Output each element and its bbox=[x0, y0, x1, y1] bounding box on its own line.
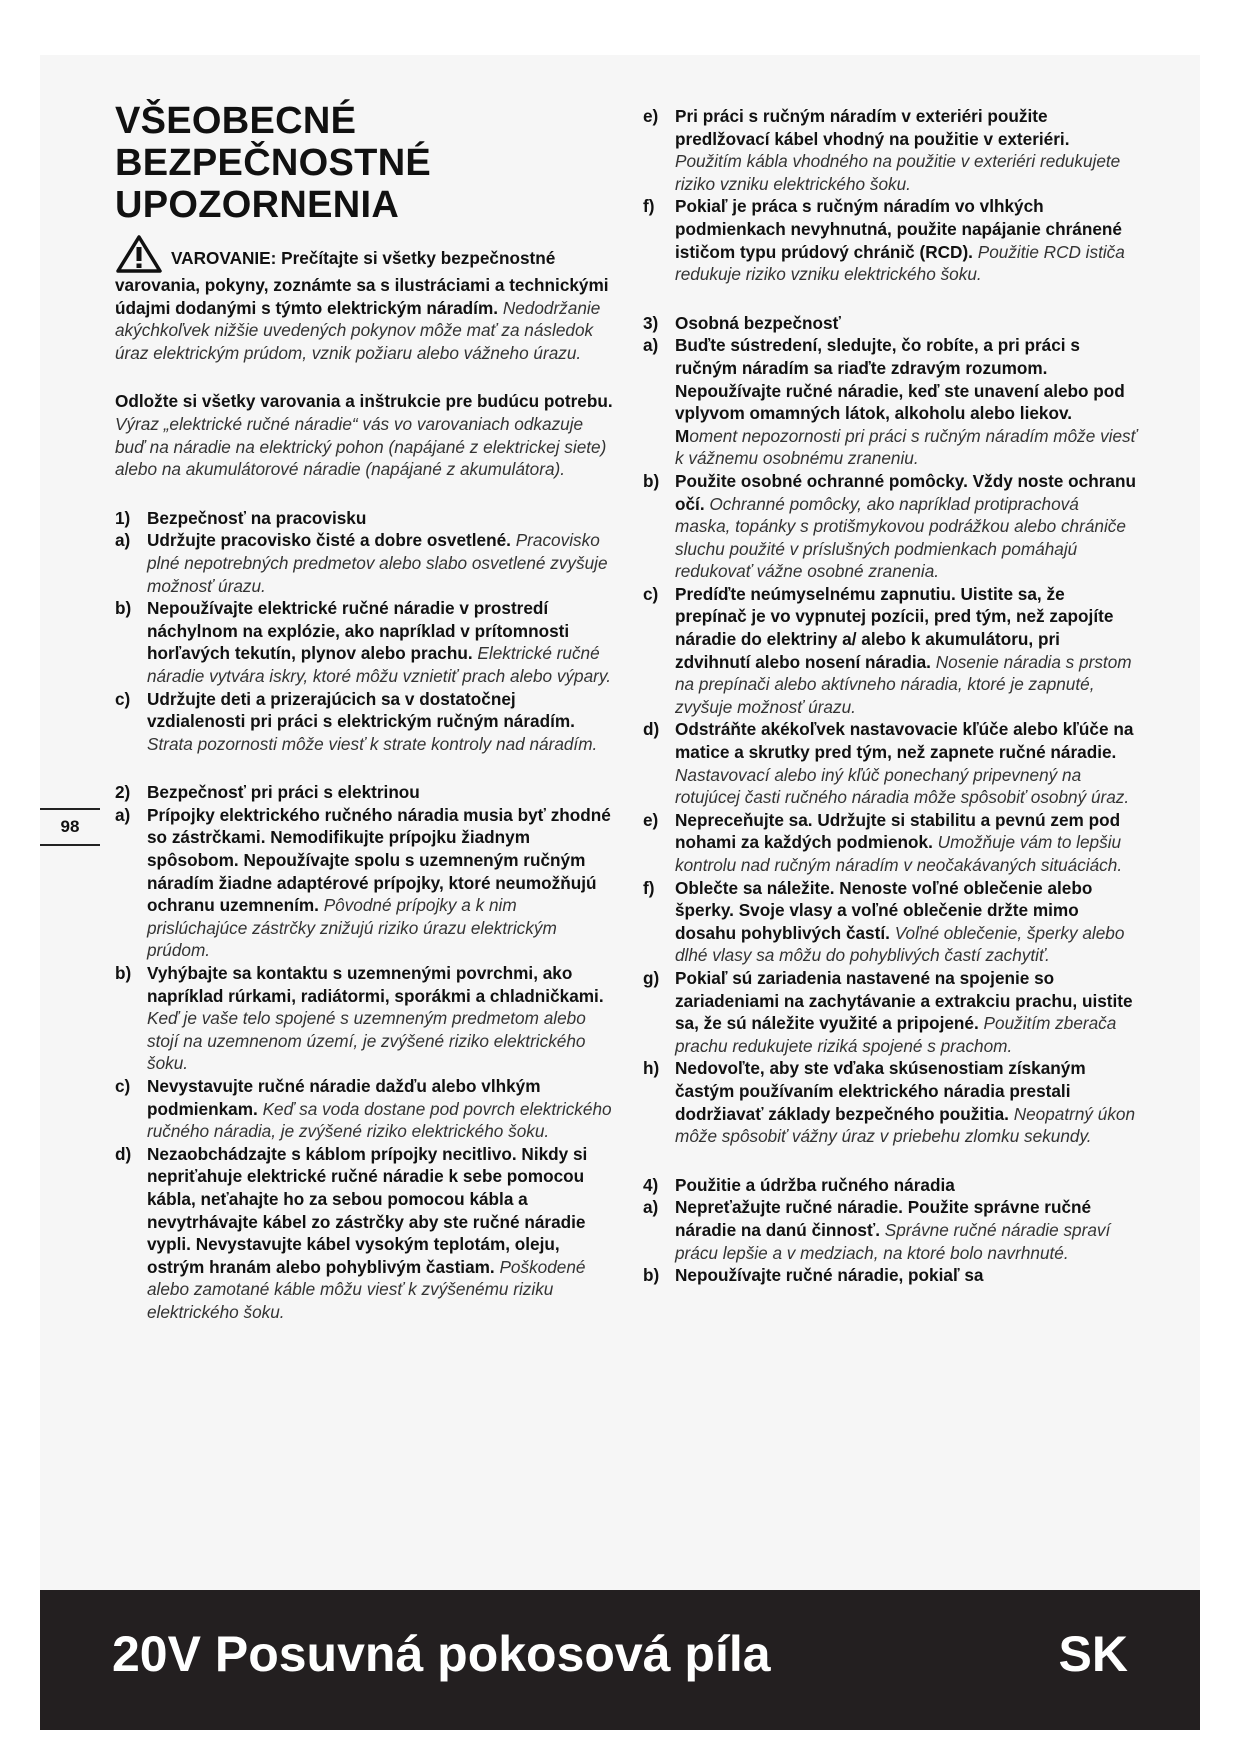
section-1-item-c: c) Udržujte deti a prizerajúcich sa v dostatočnej vzdialenosti pri práci s elektrickým ručným náradím. Strata pozornosti môže viesť k strate kontroly nad náradím. bbox=[115, 688, 598, 754]
footer-banner bbox=[40, 1590, 1200, 1730]
section-3-item-g: g) Pokiaľ sú zariadenia nastavené na spojenie so zariadeniami na zachytávanie a extrakciu prachu, uistite sa, že sú náležite využité a pripojené. Použitím zberača prachu redukujete riziká spojené s prachom. bbox=[643, 967, 1133, 1056]
product-title: 20V Posuvná pokosová píla bbox=[112, 1626, 771, 1682]
section-2-title: 2) Bezpečnosť pri práci s elektrinou bbox=[115, 782, 420, 803]
section-2-item-c: c) Nevystavujte ručné náradie dažďu alebo vlhkým podmienkam. Keď sa voda dostane pod povrch elektrického ručného náradia, je zvýšené riziko elektrického šoku. bbox=[115, 1076, 612, 1142]
section-3-item-c: c) Predíďte neúmyselnému zapnutiu. Uistite sa, že prepínač je vo vypnutej pozícii, pred tým, než zapojíte náradie do elektriny a/ alebo k akumulátoru, pri zdvihnutí alebo nosení náradia. Nosenie náradia s prstom na prepínači alebo aktívneho náradia, ktoré je zapnuté, zvyšuje možnosť úrazu. bbox=[643, 583, 1132, 717]
section-1-title: 1) Bezpečnosť na pracovisku bbox=[115, 507, 367, 528]
warning-italic-text: Nedodržanie akýchkoľvek nižšie uvedených pokynov môže mať za následok úraz elektrickým prúdom, vznik požiaru alebo vážneho úrazu. bbox=[115, 297, 601, 363]
section-1-item-b: b) Nepoužívajte elektrické ručné náradie v prostredí náchylnom na explózie, ako napríklad v prítomnosti horľavých tekutín, plynov alebo prachu. Elektrické ručné náradie vytvára iskry, ktoré môžu vznietiť prach alebo výpary. bbox=[115, 598, 611, 686]
section-2-item-f: f) Pokiaľ je práca s ručným náradím vo vlhkých podmienkach nevyhnutná, použite napájanie chránené ističom typu prúdový chránič (RCD). Použitie RCD ističa redukuje riziko vzniku elektrického šoku. bbox=[643, 196, 1125, 285]
warning-triangle-icon bbox=[115, 234, 163, 274]
keep-italic-text: Výraz „elektrické ručné náradie“ vás vo varovaniach odkazuje buď na náradie na elektrický pohon (napájané z elektrickej siete) alebo na akumulátorové náradie (napájané z akumulátora). bbox=[115, 413, 607, 480]
page-heading bbox=[115, 100, 615, 226]
keep-bold-text: Odložte si všetky varovania a inštrukcie pre budúcu potrebu. bbox=[115, 391, 613, 412]
warning-bold-text: VAROVANIE: Prečítajte si všetky bezpečnostné varovania, pokyny, zoznámte sa s ilustráciami a technickými údajmi dodanými s týmto elektrickým náradím. bbox=[115, 248, 609, 318]
section-4-item-b: b) Nepoužívajte ručné náradie, pokiaľ sa bbox=[643, 1265, 984, 1286]
section-3-title: 3) Osobná bezpečnosť bbox=[643, 312, 841, 333]
heading-line-1: VŠEOBECNÉ bbox=[115, 100, 357, 142]
section-3-item-e: e) Nepreceňujte sa. Udržujte si stabilitu a pevnú zem pod nohami za každých podmienok. Umožňuje vám to lepšiu kontrolu nad ručným náradím v neočakávaných situáciách. bbox=[643, 809, 1123, 875]
section-2-item-a: a) Prípojky elektrického ručného náradia musia byť zhodné so zástrčkami. Nemodifikujte prípojku žiadnym spôsobom. Nepoužívajte spolu s uzemneným ručným náradím žiadne adaptérové prípojky, ktoré neumožňujú ochranu uzemnením. Pôvodné prípojky a k nim prislúchajúce zástrčky znižujú riziko úrazu elektrickým prúdom. bbox=[115, 804, 611, 961]
section-2-item-e: e) Pri práci s ručným náradím v exteriéri použite predlžovací kábel vhodný na použitie v exteriéri. Použitím kábla vhodného na použitie v exteriéri redukujete riziko vzniku elektrického šoku. bbox=[643, 106, 1121, 194]
section-2-item-b: b) Vyhýbajte sa kontaktu s uzemnenými povrchmi, ako napríklad rúrkami, radiátormi, sporákmi a chladničkami. Keď je vaše telo spojené s uzemneným predmetom alebo stojí na uzemnenom území, je zvýšené riziko elektrického šoku. bbox=[115, 963, 604, 1074]
right-column bbox=[643, 105, 1138, 1287]
section-3-item-f: f) Oblečte sa náležite. Nenoste voľné oblečenie alebo šperky. Svoje vlasy a voľné oblečenie držte mimo dosahu pohyblivých častí. Voľné oblečenie, šperky alebo dlhé vlasy sa môžu do pohyblivých častí zachytiť. bbox=[643, 877, 1125, 966]
warning-paragraph bbox=[115, 234, 615, 364]
left-column bbox=[115, 100, 615, 1324]
section-3-item-h: h) Nedovoľte, aby ste vďaka skúsenostiam získaným častým používaním elektrického náradia prestali dodržiavať základy bezpečného použitia. Neopatrný úkon môže spôsobiť vážny úraz v priebehu zlomku sekundy. bbox=[643, 1058, 1136, 1147]
section-4-item-a: a) Nepreťažujte ručné náradie. Použite správne ručné náradie na danú činnosť. Správne ručné náradie spraví prácu lepšie a v medziach, na ktoré bolo navrhnuté. bbox=[643, 1197, 1111, 1263]
language-code: SK bbox=[1058, 1626, 1128, 1682]
keep-instructions-paragraph bbox=[115, 390, 615, 480]
heading-line-3: UPOZORNENIA bbox=[115, 184, 400, 226]
section-1-item-a: a) Udržujte pracovisko čisté a dobre osvetlené. Pracovisko plné nepotrebných predmetov alebo slabo osvetlené zvyšuje možnosť úrazu. bbox=[115, 530, 608, 596]
section-2-item-d: d) Nezaobchádzajte s káblom prípojky necitlivo. Nikdy si nepriťahuje elektrické ručné náradie k sebe pomocou kábla, neťahajte ho za sebou pomocou kábla a nevytrhávajte kábel zo zástrčky aby ste ručné náradie vypli. Nevystavujte kábel vysokým teplotám, oleju, ostrým hranám alebo pohyblivým častiam. Poškodené alebo zamotané káble môžu viesť k zvýšenému riziku elektrického šoku. bbox=[115, 1143, 588, 1322]
section-3-item-d: d) Odstráňte akékoľvek nastavovacie kľúče alebo kľúče na matice a skrutky pred tým, než zapnete ručné náradie. Nastavovací alebo iný kľúč ponechaný pripevnený na rotujúcej časti ručného náradia môže spôsobiť osobný úraz. bbox=[643, 719, 1134, 808]
page-number: 98 bbox=[40, 808, 100, 846]
section-3-item-b: b) Použite osobné ochranné pomôcky. Vždy noste ochranu očí. Ochranné pomôcky, ako napríklad protiprachová maska, topánky s protišmykovou podrážkou alebo chrániče sluchu použité v príslušných podmienkach pomáhajú redukovať vážne osobné zranenia. bbox=[643, 470, 1136, 582]
section-3-item-a: a) Buďte sústredení, sledujte, čo robíte, a pri práci s ručným náradím sa riaďte zdravým rozumom. Nepoužívajte ručné náradie, keď ste unavení alebo pod vplyvom omamných látok, alkoholu alebo liekov. Moment nepozornosti pri práci s ručným náradím môže viesť k vážnemu osobnému zraneniu. bbox=[643, 335, 1137, 469]
section-4-title: 4) Použitie a údržba ručného náradia bbox=[643, 1174, 955, 1195]
heading-line-2: BEZPEČNOSTNÉ bbox=[115, 142, 432, 184]
